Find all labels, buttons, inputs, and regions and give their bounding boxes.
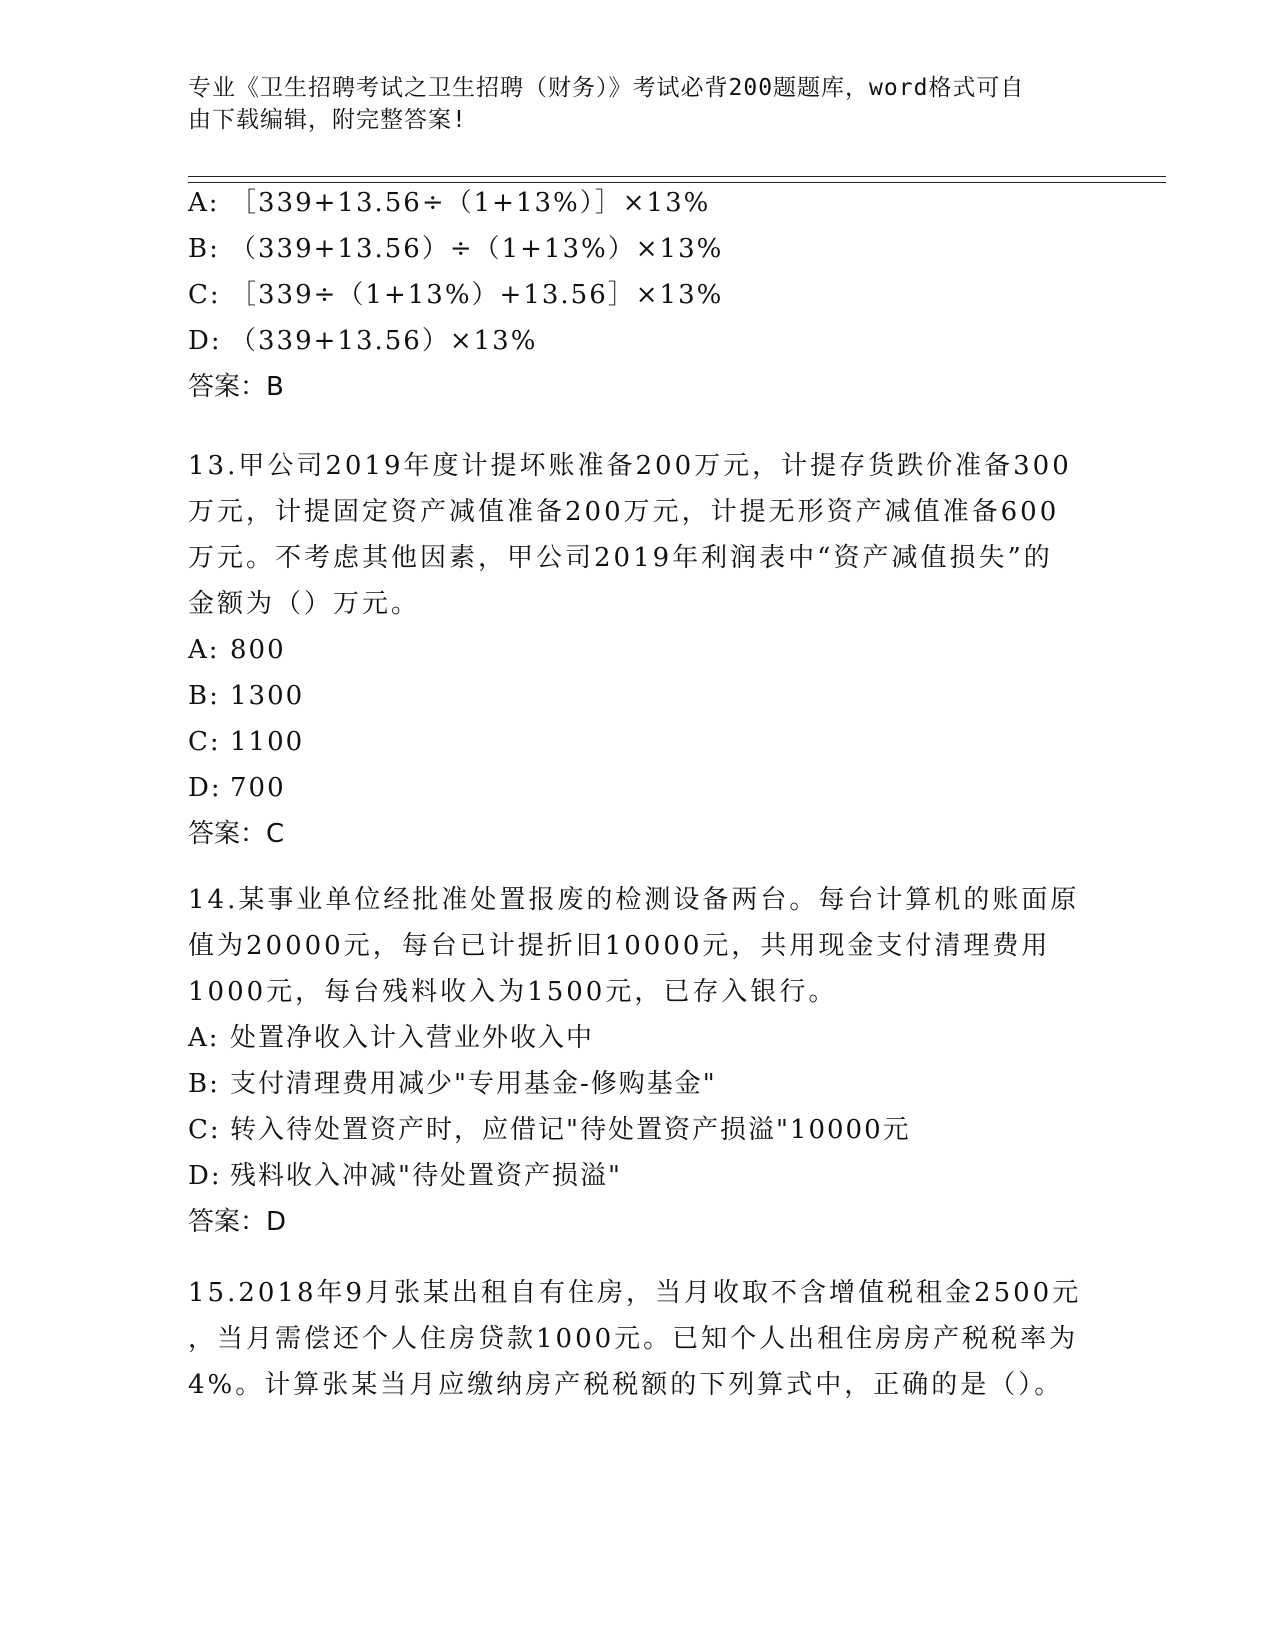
option-letter: D: <box>188 773 222 803</box>
document-header <box>188 72 1068 136</box>
question-stem-line: 万元。不考虑其他因素，甲公司2019年利润表中“资产减值损失”的 <box>188 543 1053 573</box>
option-c <box>188 1107 1088 1153</box>
question-stem-line: 13.甲公司2019年度计提坏账准备200万元，计提存货跌价准备300 <box>188 451 1072 481</box>
question-stem-line: 金额为（）万元。 <box>188 589 421 619</box>
question-stem-line: 万元，计提固定资产减值准备200万元，计提无形资产减值准备600 <box>188 497 1060 527</box>
option-letter: D: <box>188 326 222 356</box>
option-text: （339+13.56）÷（1+13%）×13% <box>230 234 724 264</box>
option-text: 支付清理费用减少"专用基金-修购基金" <box>230 1069 717 1099</box>
header-line-1: 专业《卫生招聘考试之卫生招聘（财务）》考试必背200题题库，word格式可自 <box>188 75 1025 101</box>
question-15 <box>188 1270 1088 1408</box>
option-text: ［339+13.56÷（1+13%）］×13% <box>230 188 711 218</box>
option-text: 残料收入冲减"待处置资产损溢" <box>230 1161 622 1191</box>
option-c <box>188 272 1088 318</box>
question-13 <box>188 443 1088 857</box>
question-stem-line: 15.2018年9月张某出租自有住房，当月收取不含增值税租金2500元 <box>188 1278 1082 1308</box>
option-b <box>188 226 1088 272</box>
option-letter: C: <box>188 280 221 310</box>
option-text: 处置净收入计入营业外收入中 <box>230 1023 595 1053</box>
option-d <box>188 765 1088 811</box>
question-12 <box>188 180 1088 410</box>
option-b <box>188 673 1088 719</box>
question-stem-line: 14.某事业单位经批准处置报废的检测设备两台。每台计算机的账面原 <box>188 885 1080 915</box>
option-letter: C: <box>188 727 221 757</box>
option-a <box>188 1015 1088 1061</box>
option-d <box>188 1153 1088 1199</box>
option-text: 700 <box>230 773 286 803</box>
option-d <box>188 318 1088 364</box>
answer-line: 答案：D <box>188 1207 287 1237</box>
header-divider-top <box>188 176 1166 177</box>
answer-line: 答案：B <box>188 372 284 402</box>
option-letter: A: <box>188 188 220 218</box>
option-letter: A: <box>188 635 220 665</box>
option-text: 800 <box>230 635 286 665</box>
option-letter: B: <box>188 681 220 711</box>
option-a <box>188 180 1088 226</box>
option-text: 转入待处置资产时，应借记"待处置资产损溢"10000元 <box>230 1115 911 1145</box>
option-a <box>188 627 1088 673</box>
answer-line: 答案：C <box>188 819 285 849</box>
question-stem-line: 值为20000元，每台已计提折旧10000元，共用现金支付清理费用 <box>188 931 1051 961</box>
header-line-2: 由下载编辑，附完整答案! <box>188 107 467 133</box>
option-b <box>188 1061 1088 1107</box>
question-stem-line: ，当月需偿还个人住房贷款1000元。已知个人出租住房房产税税率为 <box>188 1324 1079 1354</box>
option-text: （339+13.56）×13% <box>230 326 538 356</box>
option-letter: A: <box>188 1023 220 1053</box>
option-text: ［339÷（1+13%）+13.56］×13% <box>230 280 724 310</box>
question-14 <box>188 877 1088 1245</box>
question-stem-line: 4%。计算张某当月应缴纳房产税税额的下列算式中，正确的是（）。 <box>188 1370 1064 1400</box>
option-letter: D: <box>188 1161 222 1191</box>
option-letter: C: <box>188 1115 221 1145</box>
option-letter: B: <box>188 1069 220 1099</box>
question-stem-line: 1000元，每台残料收入为1500元，已存入银行。 <box>188 977 838 1007</box>
option-c <box>188 719 1088 765</box>
option-text: 1300 <box>230 681 305 711</box>
option-letter: B: <box>188 234 220 264</box>
option-text: 1100 <box>230 727 305 757</box>
